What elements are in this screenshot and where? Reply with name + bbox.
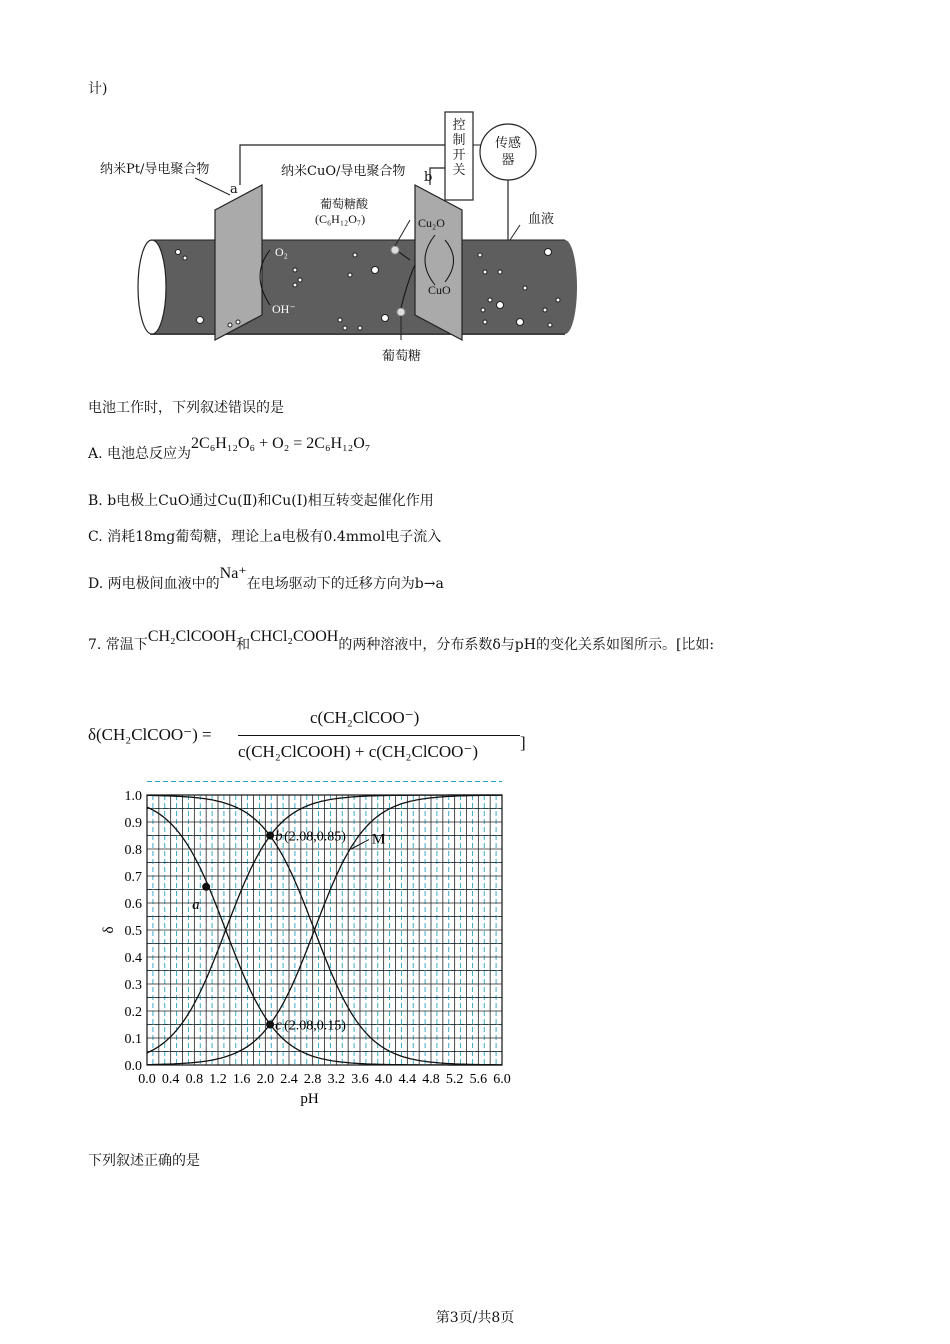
x-tick-label: 0.8 <box>185 1072 204 1087</box>
q6-option-d: D. 两电极间血液中的Na⁺在电场驱动下的迁移方向为b→a <box>88 565 444 592</box>
point-b <box>266 832 274 840</box>
y-tick-label: 0.0 <box>124 1059 142 1074</box>
x-tick-label: 4.4 <box>398 1072 417 1087</box>
point-a <box>202 883 210 891</box>
x-axis-label: pH <box>300 1091 319 1107</box>
y-tick-label: 0.4 <box>124 951 142 966</box>
point-label-a: a <box>192 896 200 913</box>
point-coords-b: (2.08,0.85) <box>284 829 346 845</box>
gluconic-formula: (C₆H₁₂O₇) <box>315 212 366 226</box>
y-tick-label: 0.2 <box>124 1005 142 1020</box>
cuo-label: CuO <box>428 283 451 297</box>
x-tick-label: 0.4 <box>161 1072 180 1087</box>
x-tick-label: 4.8 <box>422 1072 440 1087</box>
left-electrode-label: 纳米Pt/导电聚合物 <box>100 162 210 177</box>
y-tick-label: 0.8 <box>124 843 142 858</box>
y-tick-label: 0.7 <box>124 870 142 885</box>
o2-label: O₂ <box>275 245 288 259</box>
y-tick-label: 0.9 <box>124 816 142 831</box>
x-tick-label: 4.0 <box>374 1072 393 1087</box>
formula-numerator: c(CH₂ClCOO⁻) <box>310 708 420 727</box>
q6-option-c: C. 消耗18mg葡萄糖，理论上a电极有0.4mmol电子流入 <box>88 529 442 545</box>
x-tick-label: 5.2 <box>445 1072 464 1087</box>
x-tick-label: 5.6 <box>469 1072 488 1087</box>
acid2: CHCl₂COOH <box>250 628 339 645</box>
label-a: a <box>230 182 238 197</box>
cu2o-label: Cu₂O <box>418 216 445 230</box>
x-tick-label: 1.2 <box>209 1072 227 1087</box>
formula-lhs: δ(CH₂ClCOO⁻) = <box>88 725 212 744</box>
top-fragment: 计) <box>88 81 108 97</box>
x-tick-label: 1.6 <box>232 1072 251 1087</box>
point-coords-c: (2.08,0.15) <box>284 1018 346 1034</box>
page-footer: 第3页/共8页 <box>435 1310 515 1326</box>
oh-label: OH⁻ <box>272 302 296 316</box>
formula-denominator: c(CH₂ClCOOH) + c(CH₂ClCOO⁻) <box>238 742 479 761</box>
glucose-label: 葡萄糖 <box>382 349 422 364</box>
q6-option-a: A. 电池总反应为2C₆H₁₂O₆ + O₂ = 2C₆H₁₂O₇ <box>88 435 371 462</box>
y-tick-label: 0.6 <box>124 897 142 912</box>
right-electrode-label: 纳米CuO/导电聚合物 <box>281 164 406 179</box>
x-tick-label: 0.0 <box>138 1072 156 1087</box>
y-tick-label: 0.1 <box>124 1032 142 1047</box>
point-label-c: c <box>275 1017 282 1034</box>
x-tick-label: 6.0 <box>493 1072 511 1087</box>
distribution-chart <box>95 780 535 1120</box>
point-c <box>266 1021 274 1029</box>
y-tick-label: 0.5 <box>124 924 142 939</box>
y-axis-label: δ <box>101 926 117 934</box>
q6-equation: 2C₆H₁₂O₆ + O₂ = 2C₆H₁₂O₇ <box>191 435 371 452</box>
q6-option-b: B. b电极上CuO通过Cu(Ⅱ)和Cu(Ⅰ)相互转变起催化作用 <box>88 493 434 509</box>
x-tick-label: 2.0 <box>256 1072 275 1087</box>
q6-stem: 电池工作时，下列叙述错误的是 <box>88 400 284 416</box>
gluconic-acid-label: 葡萄糖酸 <box>320 197 369 211</box>
fraction-bar <box>238 735 520 736</box>
y-tick-label: 0.3 <box>124 978 142 993</box>
x-tick-label: 2.4 <box>280 1072 298 1087</box>
blood-label: 血液 <box>528 212 555 227</box>
q7-question: 下列叙述正确的是 <box>88 1153 200 1169</box>
x-tick-label: 3.2 <box>327 1072 346 1087</box>
control-switch-label: 控 制 开 关 <box>452 118 466 178</box>
q7-stem: 7. 常温下CH₂ClCOOH和CHCl₂COOH的两种溶液中，分布系数δ与pH的变化关系如图所示。[比如: <box>88 628 715 653</box>
annotation-m: M <box>371 831 386 848</box>
x-tick-label: 3.6 <box>351 1072 369 1087</box>
formula-close: ] <box>520 733 526 752</box>
acid1: CH₂ClCOOH <box>147 628 237 645</box>
sensor-label: 传感 器 <box>494 136 521 168</box>
na-ion: Na⁺ <box>219 565 247 582</box>
x-tick-label: 2.8 <box>303 1072 322 1087</box>
point-label-b: b <box>275 828 283 845</box>
label-b: b <box>424 170 433 185</box>
y-tick-label: 1.0 <box>124 789 142 804</box>
